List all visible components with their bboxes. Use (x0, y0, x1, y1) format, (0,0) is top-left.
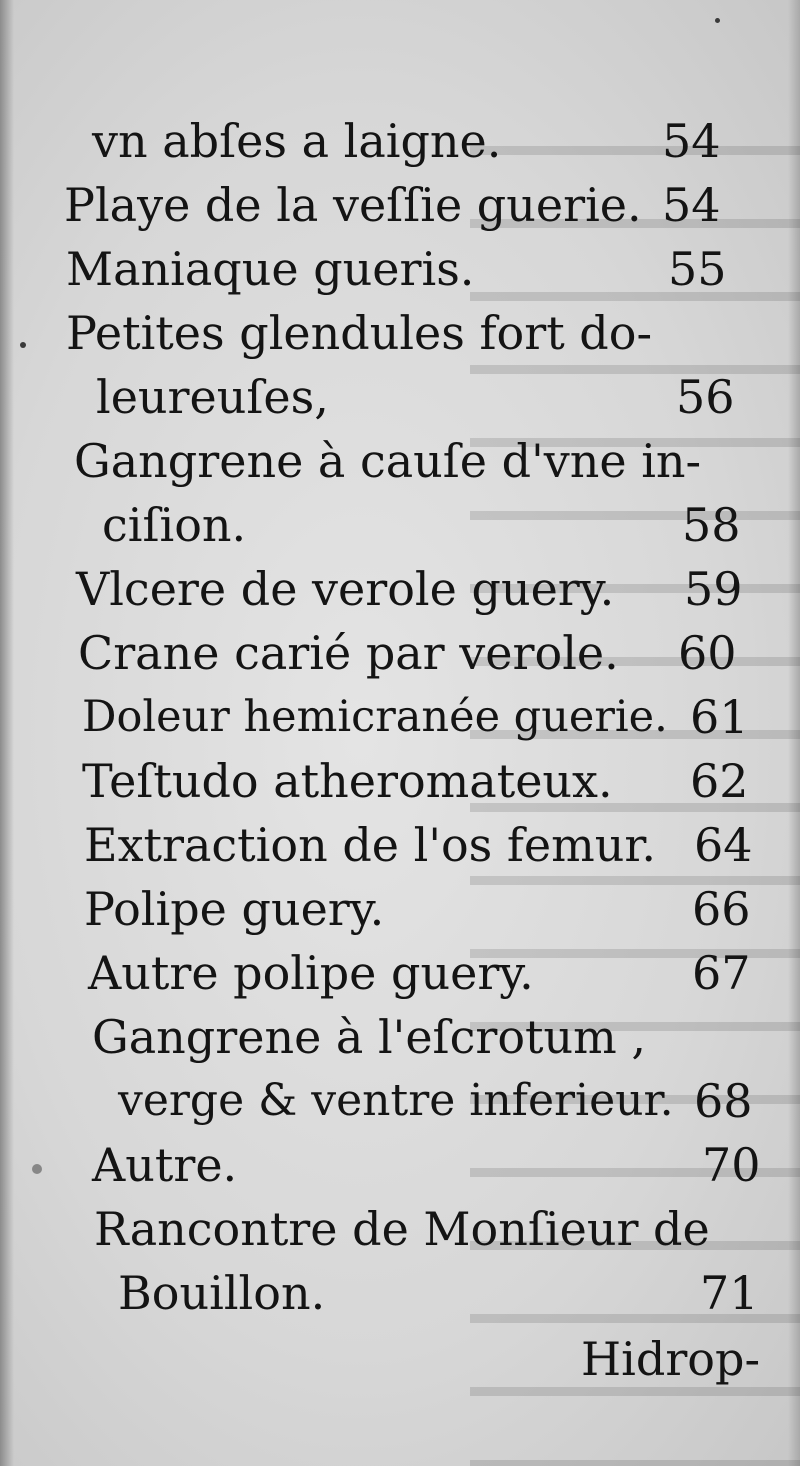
toc-entry (0, 1004, 800, 1070)
toc-entry-title: Petites glendules fort do- (66, 306, 652, 360)
toc-entry-title: verge & ventre inferieur. (118, 1075, 674, 1126)
toc-entry-title: ciſion. (102, 498, 247, 552)
toc-entry-page: 56 (676, 370, 735, 424)
ink-speck (715, 18, 720, 23)
toc-entry (0, 556, 800, 622)
toc-entry-page: 71 (700, 1266, 759, 1320)
toc-entry (0, 1132, 800, 1198)
toc-entry (0, 748, 800, 814)
toc-entry-page: 66 (692, 882, 751, 936)
toc-entry-page: 59 (684, 562, 743, 616)
toc-entry-page: 68 (694, 1074, 753, 1128)
toc-entry-title: Teſtudo atheromateux. (82, 754, 613, 808)
toc-entry-title: Maniaque gueris. (66, 242, 475, 296)
toc-entry (0, 1068, 800, 1134)
toc-entry-title: Gangrene à cauſe d'vne in- (74, 434, 702, 488)
toc-entry-title: Gangrene à l'eſcrotum , (92, 1010, 646, 1064)
toc-entry-title: Doleur hemicranée guerie. (82, 692, 668, 742)
toc-entry-title: Playe de la veſſie guerie. (64, 178, 642, 232)
toc-entry (0, 620, 800, 686)
toc-entry (0, 364, 800, 430)
toc-entry (0, 108, 800, 174)
toc-entry-page: 70 (702, 1138, 761, 1192)
toc-entry (0, 812, 800, 878)
toc-entry (0, 876, 800, 942)
toc-entry (0, 492, 800, 558)
catchword: Hidrop- (581, 1332, 760, 1386)
toc-entry-title: Rancontre de Monſieur de (94, 1202, 710, 1256)
toc-entry (0, 1196, 800, 1262)
toc-entry-page: 54 (662, 178, 721, 232)
toc-entry (0, 684, 800, 750)
toc-entry-title: leureuſes, (96, 370, 329, 424)
toc-entry-page: 58 (682, 498, 741, 552)
toc-entry (0, 236, 800, 302)
toc-entry-title: Vlcere de verole guery. (76, 562, 615, 616)
toc-entry-page: 55 (668, 242, 727, 296)
toc-entry (0, 1260, 800, 1326)
toc-entry-title: Crane carié par verole. (78, 626, 619, 680)
toc-entry-page: 61 (690, 690, 749, 744)
toc-entry-title: vn abſes a laigne. (92, 114, 502, 168)
toc-entry (0, 428, 800, 494)
toc-entry-page: 60 (678, 626, 737, 680)
toc-entry-title: Autre. (92, 1138, 238, 1192)
toc-entry (0, 940, 800, 1006)
toc-entry-title: Polipe guery. (84, 882, 385, 936)
toc-entry-page: 54 (662, 114, 721, 168)
toc-entry-title: Extraction de l'os femur. (84, 818, 656, 872)
toc-entry-page: 64 (694, 818, 753, 872)
toc-entry-page: 67 (692, 946, 751, 1000)
toc-entry-title: Bouillon. (118, 1266, 326, 1320)
toc-entry (0, 300, 800, 366)
toc-entry-page: 62 (690, 754, 749, 808)
toc-entry-title: Autre polipe guery. (88, 946, 534, 1000)
toc-entry (0, 172, 800, 238)
